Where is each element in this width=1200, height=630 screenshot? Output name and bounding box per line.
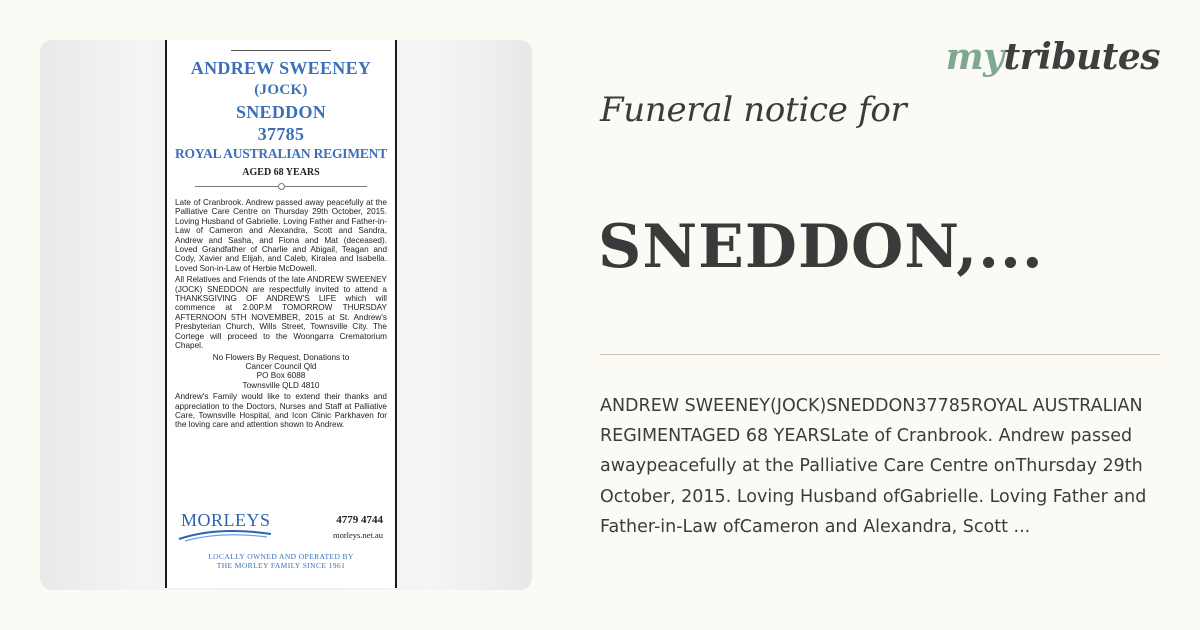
notice-paragraph-2: All Relatives and Friends of the late ANDREW SWEENEY (JOCK) SNEDDON are respectfully invited to attend a THANKSGIVING OF ANDREW'S LIFE which will commence at 2.00P.M TOMORROW THURSDAY AFTERNOON 5TH NOVEMBER, 2015 at St. Andrew's Presbyterian Church, Wills Street, Townsville City. The Cortege will proceed to the Woongarra Crematorium Chapel.: [175, 275, 387, 351]
divider: [600, 354, 1160, 355]
notice-service-number: 37785: [257, 124, 305, 144]
donations-line: Townsville QLD 4810: [242, 380, 320, 390]
notice-donations: [173, 353, 389, 391]
page-subtitle: Funeral notice for: [600, 90, 907, 130]
donations-line: PO Box 6088: [256, 371, 306, 381]
notice-excerpt: ANDREW SWEENEY(JOCK)SNEDDON37785ROYAL AUSTRALIAN REGIMENTAGED 68 YEARSLate of Cranbrook. Andrew passed awaypeacefully at the Palliative Care Centre onThursday 29th October, 2015. Loving Husband ofGabrielle. Loving Father and Father-in-Law ofCameron and Alexandra, Scott ...: [600, 396, 1147, 537]
top-rule: [231, 50, 331, 51]
ownership-line-2: THE MORLEY FAMILY SINCE 1961: [216, 561, 346, 570]
logo-tributes: tributes: [1003, 36, 1160, 78]
funeral-notice-clipping: [165, 40, 397, 588]
ownership-line-1: LOCALLY OWNED AND OPERATED BY: [208, 552, 354, 561]
funeral-home-phone: 4779 4744: [336, 514, 383, 526]
notice-regiment: ROYAL AUSTRALIAN REGIMENT: [174, 146, 388, 161]
logo-my: my: [945, 36, 1004, 78]
notice-name-line-1: ANDREW SWEENEY: [190, 58, 372, 78]
notice-name-line-2: (JOCK): [254, 82, 308, 98]
notice-image-panel: [40, 40, 532, 590]
funeral-home-website: morleys.net.au: [332, 530, 383, 540]
notice-name-line-3: SNEDDON: [235, 102, 327, 122]
swoosh-icon: [177, 528, 273, 542]
notice-age: AGED 68 YEARS: [242, 167, 320, 178]
notice-paragraph-3: Andrew's Family would like to extend their thanks and appreciation to the Doctors, Nurses and Staff at Palliative Care, Townsville Hospital, and Icon Clinic Parkhaven for the loving care and attention shown to Andrew.: [175, 392, 387, 430]
deceased-name: SNEDDON,...: [598, 212, 1044, 282]
mytributes-logo[interactable]: [946, 36, 1160, 78]
ownership-tagline: [173, 552, 389, 570]
donations-line: No Flowers By Request, Donations to: [212, 352, 350, 362]
notice-paragraph-1: Late of Cranbrook. Andrew passed away peacefully at the Palliative Care Centre on Thursday 29th October, 2015. Loving Husband of Gabrielle. Loving Father and Father-in-Law of Cameron and Alexandra, Scott and Sandra, Andrew and Sasha, and Fiona and Mat (deceased). Loved Grandfather of Charlie and Abigail, Teagan and Cody, Xavier and Elijah, and Caleb, Kiralea and Isabella. Loved Son-in-Law of Herbie McDowell.: [175, 198, 387, 273]
notice-footer: [173, 502, 389, 588]
donations-line: Cancer Council Qld: [245, 361, 317, 371]
ornament-divider: [195, 182, 367, 190]
morleys-logo: MORLEYS: [181, 510, 271, 530]
